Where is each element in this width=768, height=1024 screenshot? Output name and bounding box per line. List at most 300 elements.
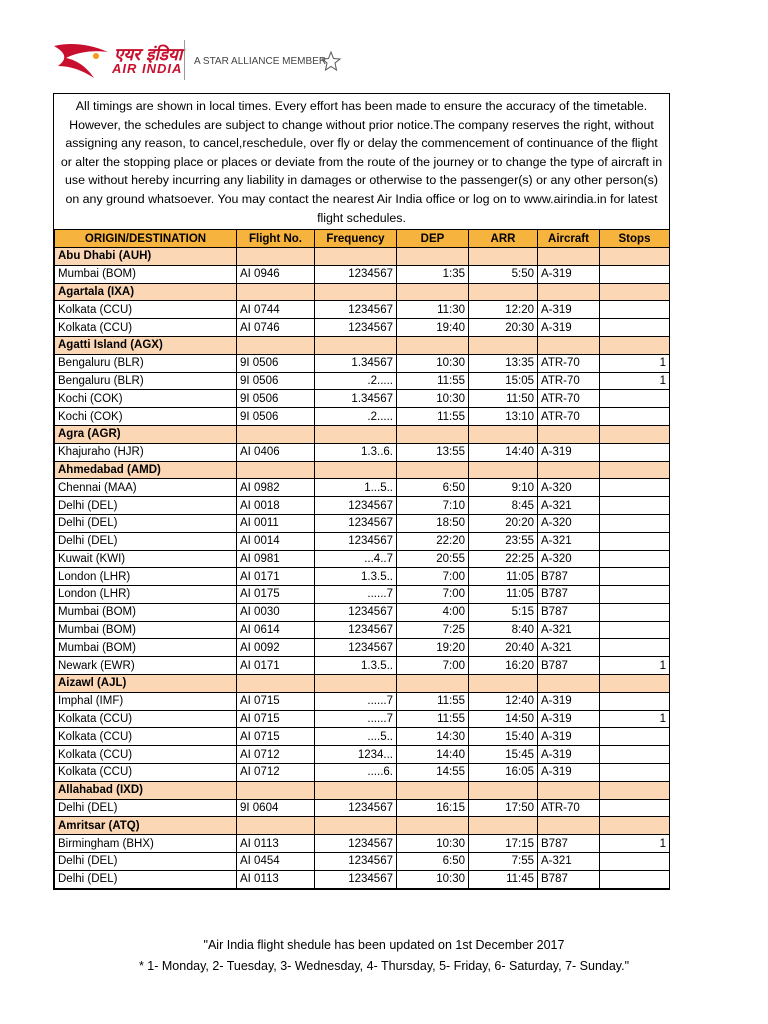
table-cell: 19:20: [397, 639, 469, 657]
table-cell: A-319: [538, 443, 600, 461]
table-cell: 9I 0604: [237, 799, 315, 817]
origin-cell: [600, 461, 670, 479]
table-cell: Kolkata (CCU): [55, 764, 237, 782]
table-cell: 6:50: [397, 853, 469, 871]
table-cell: Mumbai (BOM): [55, 265, 237, 283]
origin-row: [55, 781, 670, 799]
table-cell: Kochi (COK): [55, 408, 237, 426]
table-cell: [600, 692, 670, 710]
table-row: [55, 319, 670, 337]
table-cell: [600, 479, 670, 497]
origin-cell: [315, 336, 397, 354]
origin-cell: [600, 675, 670, 693]
table-cell: 7:00: [397, 568, 469, 586]
table-cell: 9I 0506: [237, 408, 315, 426]
table-cell: 1: [600, 354, 670, 372]
table-cell: ......7: [315, 586, 397, 604]
table-cell: [600, 728, 670, 746]
table-cell: 11:50: [469, 390, 538, 408]
origin-cell: [538, 781, 600, 799]
table-cell: 12:20: [469, 301, 538, 319]
table-cell: .....6.: [315, 764, 397, 782]
origin-name: Amritsar (ATQ): [55, 817, 237, 835]
origin-cell: [538, 461, 600, 479]
table-row: [55, 479, 670, 497]
table-row: [55, 853, 670, 871]
table-cell: 22:25: [469, 550, 538, 568]
table-cell: ......7: [315, 710, 397, 728]
origin-name: Abu Dhabi (AUH): [55, 247, 237, 265]
table-cell: [600, 870, 670, 888]
table-cell: AI 0715: [237, 710, 315, 728]
table-cell: AI 0018: [237, 497, 315, 515]
table-cell: 11:30: [397, 301, 469, 319]
table-cell: AI 0011: [237, 514, 315, 532]
origin-cell: [315, 817, 397, 835]
table-row: [55, 532, 670, 550]
table-cell: 7:25: [397, 621, 469, 639]
table-cell: [600, 265, 670, 283]
table-row: [55, 390, 670, 408]
header-divider: [184, 40, 185, 80]
table-row: [55, 621, 670, 639]
origin-row: [55, 675, 670, 693]
origin-cell: [237, 283, 315, 301]
origin-cell: [397, 817, 469, 835]
table-cell: AI 0746: [237, 319, 315, 337]
table-cell: Delhi (DEL): [55, 853, 237, 871]
table-cell: 11:45: [469, 870, 538, 888]
table-cell: 10:30: [397, 835, 469, 853]
table-cell: 6:50: [397, 479, 469, 497]
table-cell: 4:00: [397, 603, 469, 621]
table-row: [55, 710, 670, 728]
origin-cell: [538, 817, 600, 835]
table-cell: [600, 550, 670, 568]
table-cell: [600, 799, 670, 817]
table-cell: 5:15: [469, 603, 538, 621]
table-cell: 15:40: [469, 728, 538, 746]
table-cell: 11:55: [397, 710, 469, 728]
table-cell: A-321: [538, 853, 600, 871]
table-cell: AI 0744: [237, 301, 315, 319]
column-header: Flight No.: [237, 230, 315, 248]
update-note: "Air India flight shedule has been updated on 1st December 2017: [203, 938, 565, 952]
table-row: [55, 497, 670, 515]
table-cell: Bengaluru (BLR): [55, 372, 237, 390]
table-cell: Newark (EWR): [55, 657, 237, 675]
table-cell: [600, 497, 670, 515]
table-cell: 14:55: [397, 764, 469, 782]
origin-cell: [600, 247, 670, 265]
disclaimer: All timings are shown in local times. Every effort has been made to ensure the accuracy of the timetable. However, the schedules are subject to change without prior notice.The company reserves the right, without assigning any reason, to cancel,reschedule, over fly or delay the commencement of continuance of the flight or alter the stopping place or places or deviate from the route of the journey or to change the type of aircraft in use without hereby incurring any liability in damages or otherwise to the passenger(s) or any other person(s) on any ground whatsoever. You may contact the nearest Air India office or log on to www.airindia.in for latest flight schedules.: [60, 99, 663, 225]
table-cell: 20:20: [469, 514, 538, 532]
origin-cell: [397, 781, 469, 799]
table-row: [55, 354, 670, 372]
table-cell: AI 0715: [237, 692, 315, 710]
table-cell: 1: [600, 835, 670, 853]
table-cell: AI 0614: [237, 621, 315, 639]
table-cell: ATR-70: [538, 799, 600, 817]
table-cell: 20:55: [397, 550, 469, 568]
header: [52, 36, 372, 84]
table-cell: Delhi (DEL): [55, 532, 237, 550]
origin-cell: [469, 425, 538, 443]
origin-cell: [237, 336, 315, 354]
logo-hindi-text: एयर इंडिया: [114, 45, 183, 65]
table-row: [55, 265, 670, 283]
table-cell: B787: [538, 586, 600, 604]
table-cell: [600, 568, 670, 586]
table-cell: AI 0014: [237, 532, 315, 550]
table-cell: 1234567: [315, 621, 397, 639]
origin-cell: [397, 425, 469, 443]
table-cell: 1234567: [315, 870, 397, 888]
table-row: [55, 728, 670, 746]
table-cell: 10:30: [397, 390, 469, 408]
star-alliance-icon: [320, 50, 342, 72]
table-cell: 1: [600, 710, 670, 728]
origin-name: Allahabad (IXD): [55, 781, 237, 799]
table-row: [55, 603, 670, 621]
table-cell: B787: [538, 870, 600, 888]
table-cell: Kolkata (CCU): [55, 728, 237, 746]
table-cell: 9I 0506: [237, 354, 315, 372]
table-cell: A-319: [538, 301, 600, 319]
air-india-logo-icon: [52, 38, 110, 82]
table-cell: 1234567: [315, 853, 397, 871]
table-cell: 7:55: [469, 853, 538, 871]
origin-name: Aizawl (AJL): [55, 675, 237, 693]
column-header: DEP: [397, 230, 469, 248]
origin-cell: [538, 247, 600, 265]
table-cell: Kuwait (KWI): [55, 550, 237, 568]
table-row: [55, 514, 670, 532]
table-row: [55, 835, 670, 853]
table-cell: 7:00: [397, 657, 469, 675]
table-cell: AI 0712: [237, 746, 315, 764]
table-cell: Delhi (DEL): [55, 799, 237, 817]
origin-row: [55, 283, 670, 301]
column-header: ORIGIN/DESTINATION: [55, 230, 237, 248]
table-cell: 1.3.5..: [315, 568, 397, 586]
table-cell: Mumbai (BOM): [55, 603, 237, 621]
table-cell: 14:40: [469, 443, 538, 461]
origin-cell: [397, 461, 469, 479]
table-cell: 1234567: [315, 799, 397, 817]
table-cell: Kolkata (CCU): [55, 319, 237, 337]
table-cell: 1234567: [315, 639, 397, 657]
origin-cell: [237, 817, 315, 835]
table-cell: 9I 0506: [237, 372, 315, 390]
table-cell: Delhi (DEL): [55, 870, 237, 888]
table-cell: [600, 443, 670, 461]
table-cell: A-319: [538, 319, 600, 337]
table-body: [55, 247, 670, 888]
column-header: ARR: [469, 230, 538, 248]
origin-cell: [315, 781, 397, 799]
table-cell: [600, 621, 670, 639]
table-cell: 9:10: [469, 479, 538, 497]
table-cell: 1: [600, 372, 670, 390]
table-cell: A-319: [538, 746, 600, 764]
schedule-table: [54, 229, 670, 888]
table-cell: 12:40: [469, 692, 538, 710]
table-cell: [600, 639, 670, 657]
table-row: [55, 746, 670, 764]
origin-cell: [600, 336, 670, 354]
table-cell: 13:10: [469, 408, 538, 426]
table-cell: Khajuraho (HJR): [55, 443, 237, 461]
origin-cell: [469, 817, 538, 835]
origin-name: Agra (AGR): [55, 425, 237, 443]
table-cell: Birmingham (BHX): [55, 835, 237, 853]
table-cell: 22:20: [397, 532, 469, 550]
table-cell: 1234567: [315, 265, 397, 283]
origin-row: [55, 817, 670, 835]
origin-cell: [600, 425, 670, 443]
table-cell: ATR-70: [538, 390, 600, 408]
table-cell: [600, 764, 670, 782]
table-cell: AI 0175: [237, 586, 315, 604]
table-cell: 14:40: [397, 746, 469, 764]
table-cell: 1.34567: [315, 354, 397, 372]
table-row: [55, 692, 670, 710]
table-cell: A-320: [538, 514, 600, 532]
table-cell: 10:30: [397, 354, 469, 372]
table-cell: AI 0171: [237, 568, 315, 586]
table-cell: AI 0171: [237, 657, 315, 675]
table-cell: Mumbai (BOM): [55, 639, 237, 657]
table-cell: A-319: [538, 265, 600, 283]
column-header: Stops: [600, 230, 670, 248]
table-cell: [600, 853, 670, 871]
table-cell: 11:55: [397, 408, 469, 426]
origin-cell: [469, 247, 538, 265]
table-cell: 10:30: [397, 870, 469, 888]
table-cell: 13:35: [469, 354, 538, 372]
table-cell: 15:45: [469, 746, 538, 764]
table-cell: A-319: [538, 728, 600, 746]
table-cell: 1...5..: [315, 479, 397, 497]
origin-cell: [237, 425, 315, 443]
table-cell: [600, 301, 670, 319]
table-cell: 16:05: [469, 764, 538, 782]
table-cell: 14:30: [397, 728, 469, 746]
table-cell: AI 0406: [237, 443, 315, 461]
table-row: [55, 799, 670, 817]
table-cell: [600, 408, 670, 426]
table-cell: 7:10: [397, 497, 469, 515]
origin-cell: [600, 283, 670, 301]
table-cell: 1.3.5..: [315, 657, 397, 675]
table-cell: ATR-70: [538, 372, 600, 390]
table-row: [55, 372, 670, 390]
origin-cell: [397, 283, 469, 301]
table-row: [55, 870, 670, 888]
table-cell: A-321: [538, 639, 600, 657]
table-cell: Kochi (COK): [55, 390, 237, 408]
table-cell: A-320: [538, 550, 600, 568]
table-cell: A-321: [538, 497, 600, 515]
table-cell: AI 0982: [237, 479, 315, 497]
origin-name: Agatti Island (AGX): [55, 336, 237, 354]
table-cell: 19:40: [397, 319, 469, 337]
table-cell: Imphal (IMF): [55, 692, 237, 710]
origin-cell: [469, 675, 538, 693]
table-cell: A-321: [538, 621, 600, 639]
table-cell: AI 0946: [237, 265, 315, 283]
table-cell: 20:40: [469, 639, 538, 657]
table-cell: 11:55: [397, 372, 469, 390]
origin-cell: [538, 425, 600, 443]
origin-row: [55, 425, 670, 443]
table-cell: Bengaluru (BLR): [55, 354, 237, 372]
origin-cell: [315, 283, 397, 301]
table-row: [55, 408, 670, 426]
origin-cell: [469, 781, 538, 799]
table-cell: 1234567: [315, 514, 397, 532]
timetable-sheet: [53, 93, 670, 890]
logo-name: AIR INDIA: [112, 61, 183, 76]
table-cell: B787: [538, 835, 600, 853]
origin-row: [55, 247, 670, 265]
table-row: [55, 301, 670, 319]
table-cell: Kolkata (CCU): [55, 710, 237, 728]
origin-row: [55, 336, 670, 354]
table-cell: 17:50: [469, 799, 538, 817]
table-cell: 1:35: [397, 265, 469, 283]
table-row: [55, 443, 670, 461]
table-cell: 11:05: [469, 568, 538, 586]
table-cell: 1.34567: [315, 390, 397, 408]
origin-cell: [538, 336, 600, 354]
origin-cell: [237, 247, 315, 265]
table-row: [55, 568, 670, 586]
table-cell: AI 0712: [237, 764, 315, 782]
table-cell: .2.....: [315, 408, 397, 426]
table-row: [55, 550, 670, 568]
table-cell: A-319: [538, 764, 600, 782]
origin-name: Agartala (IXA): [55, 283, 237, 301]
table-cell: 16:20: [469, 657, 538, 675]
table-cell: [600, 390, 670, 408]
table-cell: [600, 319, 670, 337]
table-cell: 1234567: [315, 532, 397, 550]
table-cell: AI 0981: [237, 550, 315, 568]
table-cell: [600, 586, 670, 604]
table-cell: 1234567: [315, 497, 397, 515]
table-cell: A-320: [538, 479, 600, 497]
table-cell: ATR-70: [538, 354, 600, 372]
table-cell: A-321: [538, 532, 600, 550]
table-cell: 1234567: [315, 835, 397, 853]
day-legend: * 1- Monday, 2- Tuesday, 3- Wednesday, 4- Thursday, 5- Friday, 6- Saturday, 7- Sunday.": [138, 959, 630, 973]
alliance-text: A STAR ALLIANCE MEMBER: [194, 56, 327, 67]
table-cell: 17:15: [469, 835, 538, 853]
table-cell: B787: [538, 603, 600, 621]
table-cell: 9I 0506: [237, 390, 315, 408]
table-cell: 15:05: [469, 372, 538, 390]
table-cell: 8:45: [469, 497, 538, 515]
table-cell: 23:55: [469, 532, 538, 550]
table-cell: ATR-70: [538, 408, 600, 426]
origin-cell: [397, 675, 469, 693]
table-cell: 8:40: [469, 621, 538, 639]
table-cell: Delhi (DEL): [55, 514, 237, 532]
origin-name: Ahmedabad (AMD): [55, 461, 237, 479]
table-cell: Chennai (MAA): [55, 479, 237, 497]
origin-cell: [600, 781, 670, 799]
table-cell: .2.....: [315, 372, 397, 390]
table-cell: ......7: [315, 692, 397, 710]
table-cell: 18:50: [397, 514, 469, 532]
table-cell: ...4..7: [315, 550, 397, 568]
table-cell: 16:15: [397, 799, 469, 817]
origin-cell: [538, 283, 600, 301]
origin-cell: [600, 817, 670, 835]
table-cell: Kolkata (CCU): [55, 746, 237, 764]
table-cell: London (LHR): [55, 586, 237, 604]
origin-cell: [469, 461, 538, 479]
table-cell: 11:55: [397, 692, 469, 710]
table-row: [55, 639, 670, 657]
table-row: [55, 657, 670, 675]
origin-cell: [237, 781, 315, 799]
table-cell: Delhi (DEL): [55, 497, 237, 515]
table-cell: AI 0454: [237, 853, 315, 871]
table-cell: 7:00: [397, 586, 469, 604]
table-cell: AI 0113: [237, 870, 315, 888]
table-cell: 1.3..6.: [315, 443, 397, 461]
origin-cell: [315, 461, 397, 479]
table-cell: AI 0113: [237, 835, 315, 853]
table-cell: 1234...: [315, 746, 397, 764]
table-cell: [600, 746, 670, 764]
column-header: Frequency: [315, 230, 397, 248]
table-cell: 1234567: [315, 301, 397, 319]
origin-row: [55, 461, 670, 479]
table-cell: A-319: [538, 692, 600, 710]
table-cell: AI 0715: [237, 728, 315, 746]
origin-cell: [538, 675, 600, 693]
origin-cell: [469, 336, 538, 354]
column-header: Aircraft: [538, 230, 600, 248]
table-cell: 1234567: [315, 319, 397, 337]
table-cell: London (LHR): [55, 568, 237, 586]
table-cell: [600, 514, 670, 532]
table-cell: 5:50: [469, 265, 538, 283]
origin-cell: [469, 283, 538, 301]
table-cell: 1: [600, 657, 670, 675]
table-row: [55, 586, 670, 604]
origin-cell: [315, 675, 397, 693]
table-cell: ....5..: [315, 728, 397, 746]
table-cell: [600, 532, 670, 550]
origin-cell: [397, 336, 469, 354]
origin-cell: [237, 675, 315, 693]
table-cell: B787: [538, 568, 600, 586]
origin-cell: [397, 247, 469, 265]
table-cell: 20:30: [469, 319, 538, 337]
table-cell: AI 0092: [237, 639, 315, 657]
table-cell: Kolkata (CCU): [55, 301, 237, 319]
table-cell: 11:05: [469, 586, 538, 604]
table-cell: Mumbai (BOM): [55, 621, 237, 639]
table-header-row: [55, 230, 670, 248]
table-row: [55, 764, 670, 782]
origin-cell: [237, 461, 315, 479]
